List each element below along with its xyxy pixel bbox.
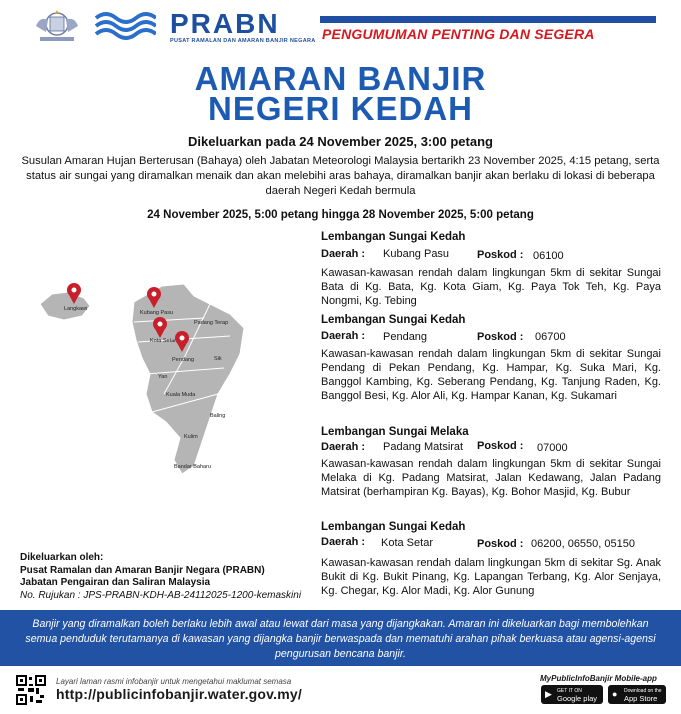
- basin-name: Lembangan Sungai Kedah: [321, 521, 466, 533]
- poskod-value: 06100: [533, 250, 564, 262]
- poskod-label: Poskod :: [477, 440, 524, 452]
- poskod-value: 07000: [537, 442, 568, 454]
- reference-number: No. Rujukan : JPS-PRABN-KDH-AB-24112025-1200-kemaskini: [20, 589, 302, 601]
- poskod-value: 06700: [535, 331, 566, 343]
- issuer-agency: Pusat Ramalan dan Amaran Banjir Negara (PRABN): [20, 564, 265, 576]
- play-icon: ▶: [545, 689, 552, 699]
- daerah-value: Kota Setar: [381, 537, 433, 549]
- daerah-value: Padang Matsirat: [383, 441, 464, 453]
- map-label-kuala-muda: Kuala Muda: [166, 392, 196, 398]
- daerah-label: Daerah :: [321, 330, 366, 342]
- qr-code-icon[interactable]: [16, 675, 46, 705]
- poskod-value: 06200, 06550, 05150: [531, 538, 635, 550]
- daerah-value: Kubang Pasu: [383, 248, 450, 260]
- daerah-value: Pendang: [383, 331, 428, 343]
- basin-meta: [321, 535, 661, 552]
- map-label-pendang: Pendang: [172, 357, 195, 363]
- website-link[interactable]: http://publicinfobanjir.water.gov.my/: [56, 686, 302, 702]
- mobile-app-label: MyPublicInfoBanjir Mobile-app: [540, 674, 657, 683]
- basin-name: Lembangan Sungai Kedah: [321, 314, 466, 326]
- daerah-label: Daerah :: [321, 441, 366, 453]
- map-label-sik: Sik: [214, 356, 222, 362]
- google-play-button[interactable]: [541, 685, 603, 704]
- map-label-yan: Yan: [158, 374, 168, 380]
- basin-meta: [321, 328, 661, 345]
- map-label-kota-setar: Kota Setar: [150, 338, 176, 344]
- basin-meta: [321, 245, 661, 262]
- map-label-padang-terap: Padang Terap: [194, 320, 229, 326]
- map-label-bandar-baharu: Bandar Baharu: [174, 464, 211, 470]
- basin-block: [321, 425, 661, 499]
- gplay-text: Google play: [557, 694, 598, 703]
- astore-small-text: Download on the: [624, 688, 662, 694]
- basin-description: Kawasan-kawasan rendah dalam lingkungan 5km di sekitar Sg. Anak Bukit di Kg. Bukit Pinang, Kg. Lapangan Terbang, Kg. Alor Senjaya, Kg. Chegar, Kg. Alor Madi, Kg. Alor Gunung: [321, 557, 661, 597]
- poskod-label: Poskod :: [477, 538, 524, 550]
- basin-meta: [321, 440, 661, 457]
- issuer-heading: Dikeluarkan oleh:: [20, 552, 104, 563]
- basin-name: Lembangan Sungai Melaka: [321, 426, 469, 438]
- warning-period: 24 November 2025, 5:00 petang hingga 28 November 2025, 5:00 petang: [147, 209, 534, 221]
- basin-block: [321, 230, 661, 308]
- issuer-department: Jabatan Pengairan dan Saliran Malaysia: [20, 577, 211, 588]
- brand-name: PRABN: [170, 8, 280, 39]
- daerah-label: Daerah :: [321, 536, 366, 548]
- basin-description: Kawasan-kawasan rendah dalam lingkungan 5km di sekitar Sungai Bata di Kg. Bata, Kg. Kota Giam, Kg. Paya Tok Teh, Kg. Paya Nongmi, Kg. Tebing: [321, 267, 661, 307]
- app-store-button[interactable]: [608, 685, 666, 704]
- brand-subtitle: PUSAT RAMALAN DAN AMARAN BANJIR NEGARA: [170, 38, 316, 44]
- basin-block: [321, 313, 661, 403]
- map-label-baling: Baling: [210, 413, 226, 419]
- poskod-label: Poskod :: [477, 331, 524, 343]
- daerah-label: Daerah :: [321, 248, 366, 260]
- title-line-1: AMARAN BANJIR: [194, 60, 487, 97]
- poskod-label: Poskod :: [477, 249, 524, 261]
- prabn-waves-icon: [94, 10, 156, 42]
- basin-description: Kawasan-kawasan rendah dalam lingkungan 5km di sekitar Sungai Melaka di Kg. Padang Matsirat, Jalan Kedawang, Jalan Padang Matsirat (berhampiran Kg. Bayas), Kg. Bohor Masjid, Kg. Bubur: [321, 458, 661, 498]
- issued-date: Dikeluarkan pada 24 November 2025, 3:00 petang: [188, 134, 493, 149]
- gplay-small-text: GET IT ON: [557, 688, 582, 694]
- disclaimer-notice: Banjir yang diramalkan boleh berlaku lebih awal atau lewat dari masa yang dijangkakan. Amaran ini dikeluarkan bagi membolehkan semua penduduk terutamanya di kawasan yang dijangka banjir berwaspada dan mematuhi arahan pihak berkuasa atau agensi-agensi pengurusan bencana banjir.: [0, 610, 681, 666]
- basin-description: Kawasan-kawasan rendah dalam lingkungan 5km di sekitar Sungai Pendang di Pekan Pendang, Kg. Hampar, Kg. Suka Mari, Kg. Banggol Kambing, Kg. Seberang Pendang, Kg. Tanjung Raden, Kg. Banggol Besi, Kg. Alor Ali, Kg. Hampar Kanan, Kg. Sukamari: [321, 348, 661, 402]
- title-line-2: NEGERI KEDAH: [207, 90, 474, 127]
- basin-block: [321, 520, 661, 598]
- apple-icon: ●: [612, 689, 618, 699]
- map-label-langkawi: Langkawi: [64, 306, 88, 312]
- map-label-kulim: Kulim: [184, 434, 198, 440]
- map-label-kubang-pasu: Kubang Pasu: [140, 310, 174, 316]
- basin-name: Lembangan Sungai Kedah: [321, 231, 466, 243]
- issuer-block: [20, 552, 301, 602]
- kedah-map: [34, 262, 254, 486]
- footer-hint: Layari laman rasmi infobanjir untuk mengetahui maklumat semasa: [56, 677, 292, 686]
- header: [0, 0, 681, 52]
- urgent-bar: [320, 16, 656, 23]
- urgent-label: PENGUMUMAN PENTING DAN SEGERA: [322, 26, 595, 42]
- astore-text: App Store: [624, 694, 658, 703]
- brand-logo: [170, 10, 316, 44]
- malaysia-crest-icon: [28, 8, 86, 44]
- intro-text: Susulan Amaran Hujan Berterusan (Bahaya) oleh Jabatan Meteorologi Malaysia bertarikh 23 November 2025, 4:15 petang, serta status air sungai yang diramalkan menaik dan akan melebihi aras bahaya, diramalkan banjir akan berlaku di lokasi di beberapa daerah Negeri Kedah bermula: [21, 155, 660, 197]
